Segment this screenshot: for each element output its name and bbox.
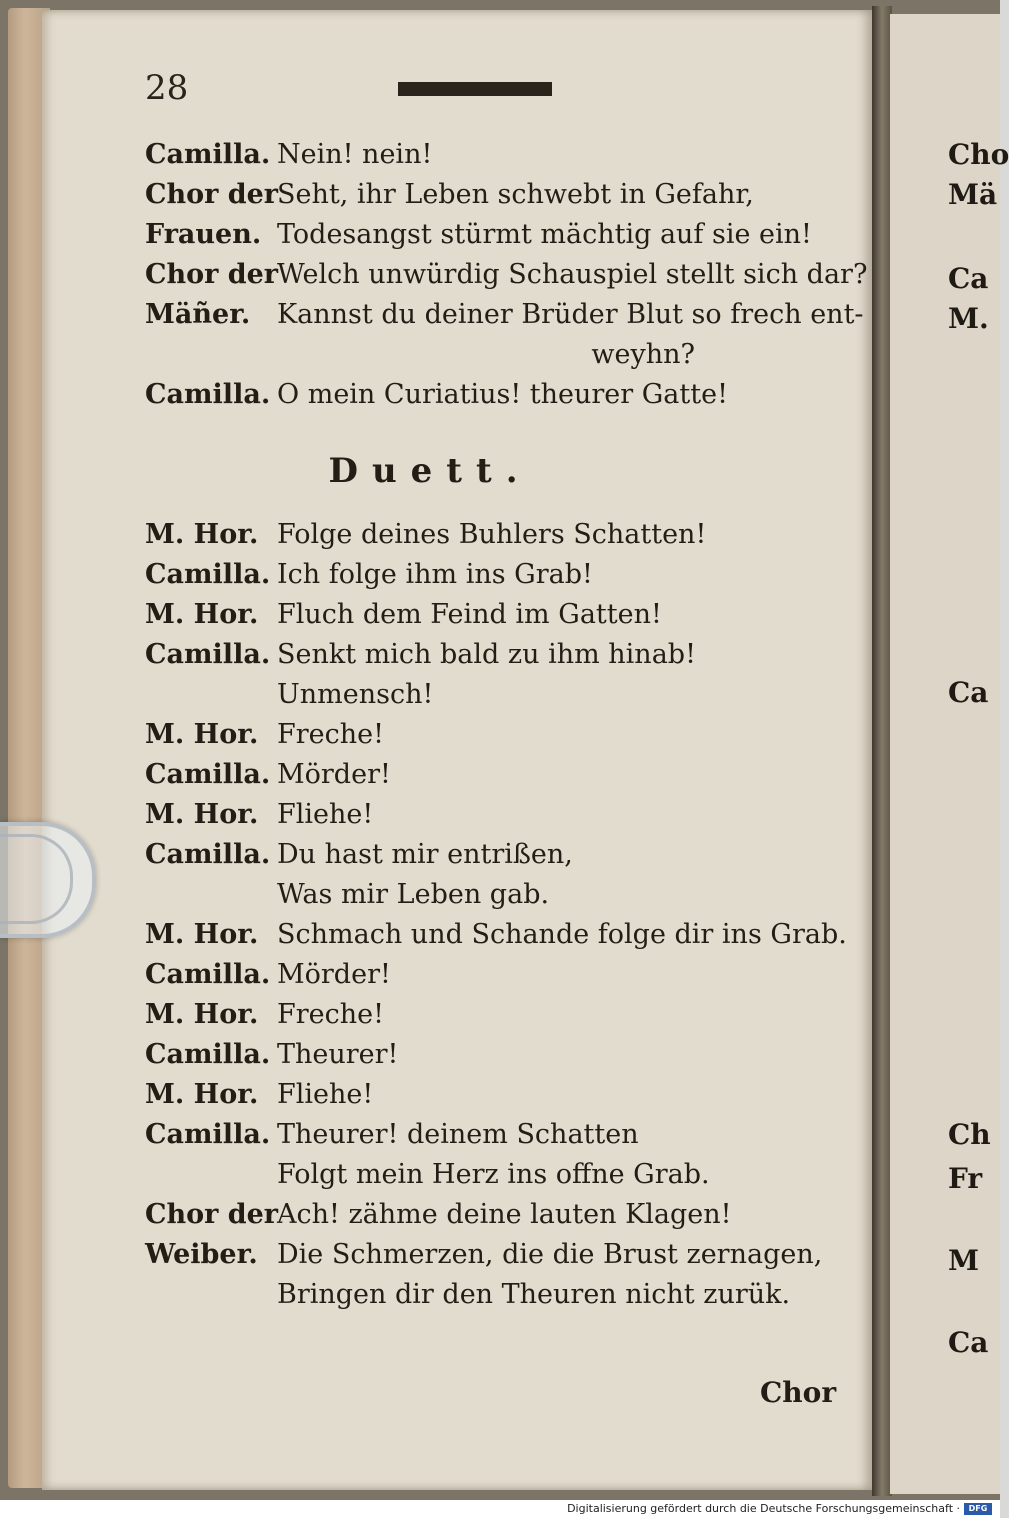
speaker-label: Chor der xyxy=(145,179,279,210)
text-line xyxy=(145,295,864,335)
catchword: Chor xyxy=(760,1376,837,1409)
line-text: Mörder! xyxy=(277,959,391,990)
footer-bar xyxy=(0,1500,1000,1518)
text-line xyxy=(145,555,845,595)
speaker-label: M. Hor. xyxy=(145,999,259,1030)
line-text: Kannst du deiner Brüder Blut so frech ent- xyxy=(277,299,864,330)
text-line xyxy=(145,995,845,1035)
speaker-label: Frauen. xyxy=(145,219,262,250)
line-text: O mein Curiatius! theurer Gatte! xyxy=(277,379,728,410)
line-text: Ach! zähme deine lauten Klagen! xyxy=(277,1199,732,1230)
text-line xyxy=(145,715,845,755)
page-text xyxy=(145,135,868,1315)
book-gutter xyxy=(872,6,892,1496)
footer-credit: Digitalisierung gefördert durch die Deutsche Forschungsgemeinschaft · xyxy=(567,1502,960,1515)
text-line xyxy=(145,1035,845,1075)
page-number: 28 xyxy=(145,68,189,108)
text-line xyxy=(145,215,845,255)
text-line xyxy=(145,255,868,295)
text-line xyxy=(145,1075,845,1115)
line-text: Folge deines Buhlers Schatten! xyxy=(277,519,707,550)
continued-line: Was mir Leben gab. xyxy=(277,879,550,910)
speaker-label: M. Hor. xyxy=(145,919,259,950)
section-heading: Duett. xyxy=(328,451,532,491)
line-text: Nein! nein! xyxy=(277,139,433,170)
text-line xyxy=(145,1115,845,1155)
text-line xyxy=(145,515,845,555)
speaker-label: M. Hor. xyxy=(145,519,259,550)
right-page-fragment: Mä xyxy=(948,178,998,211)
speaker-label: M. Hor. xyxy=(145,799,259,830)
line-text: Die Schmerzen, die die Brust zernagen, xyxy=(277,1239,823,1270)
right-page xyxy=(890,14,1000,1494)
continued-line: Bringen dir den Theuren nicht zurük. xyxy=(277,1279,791,1310)
right-page-fragment: M xyxy=(948,1244,979,1277)
right-page-fragment: Ca xyxy=(948,1326,989,1359)
speaker-label: Camilla. xyxy=(145,1119,271,1150)
text-line xyxy=(145,635,845,675)
speaker-label: Chor der xyxy=(145,259,279,290)
line-text: Senkt mich bald zu ihm hinab! xyxy=(277,639,696,670)
line-text: Ich folge ihm ins Grab! xyxy=(277,559,593,590)
text-line xyxy=(145,1235,845,1275)
right-page-fragment: Ca xyxy=(948,676,989,709)
line-text: Theurer! deinem Schatten xyxy=(277,1119,639,1150)
text-line xyxy=(145,955,845,995)
right-page-fragment: Cho xyxy=(948,138,1009,171)
speaker-label: Camilla. xyxy=(145,639,271,670)
header-rule xyxy=(398,82,552,94)
speaker-label: M. Hor. xyxy=(145,719,259,750)
text-line xyxy=(145,755,845,795)
continued-line: Folgt mein Herz ins offne Grab. xyxy=(277,1159,710,1190)
text-line xyxy=(145,915,845,955)
text-line xyxy=(145,1195,845,1235)
line-text: Schmach und Schande folge dir ins Grab. xyxy=(277,919,847,950)
line-text: Theurer! xyxy=(277,1039,399,1070)
speaker-label: M. Hor. xyxy=(145,599,259,630)
speaker-label: Mäñer. xyxy=(145,299,251,330)
right-page-fragment: Fr xyxy=(948,1162,983,1195)
line-text: Seht, ihr Leben schwebt in Gefahr, xyxy=(277,179,754,210)
speaker-label: Camilla. xyxy=(145,1039,271,1070)
line-text: Du hast mir entrißen, xyxy=(277,839,573,870)
continued-line: weyhn? xyxy=(591,339,695,370)
line-text: Mörder! xyxy=(277,759,391,790)
right-page-fragment: M. xyxy=(948,302,989,335)
right-page-fragment: Ch xyxy=(948,1118,991,1151)
dfg-logo: DFG xyxy=(964,1503,992,1515)
text-line xyxy=(145,135,845,175)
speaker-label: Camilla. xyxy=(145,559,271,590)
speaker-label: Camilla. xyxy=(145,839,271,870)
line-text: Welch unwürdig Schauspiel stellt sich dar? xyxy=(277,259,868,290)
speaker-label: Camilla. xyxy=(145,139,271,170)
line-text: Fliehe! xyxy=(277,799,374,830)
speaker-label: Camilla. xyxy=(145,759,271,790)
line-text: Freche! xyxy=(277,999,384,1030)
text-line xyxy=(145,795,845,835)
line-text: Todesangst stürmt mächtig auf sie ein! xyxy=(277,219,812,250)
line-text: Freche! xyxy=(277,719,384,750)
continued-line: Unmensch! xyxy=(277,679,434,710)
speaker-label: M. Hor. xyxy=(145,1079,259,1110)
speaker-label: Camilla. xyxy=(145,379,271,410)
speaker-label: Chor der xyxy=(145,1199,279,1230)
line-text: Fliehe! xyxy=(277,1079,374,1110)
text-line xyxy=(145,835,845,875)
line-text: Fluch dem Feind im Gatten! xyxy=(277,599,662,630)
text-line xyxy=(145,175,845,215)
speaker-label: Weiber. xyxy=(145,1239,258,1270)
text-line xyxy=(145,375,845,415)
text-line xyxy=(145,595,845,635)
right-page-fragment: Ca xyxy=(948,262,989,295)
speaker-label: Camilla. xyxy=(145,959,271,990)
